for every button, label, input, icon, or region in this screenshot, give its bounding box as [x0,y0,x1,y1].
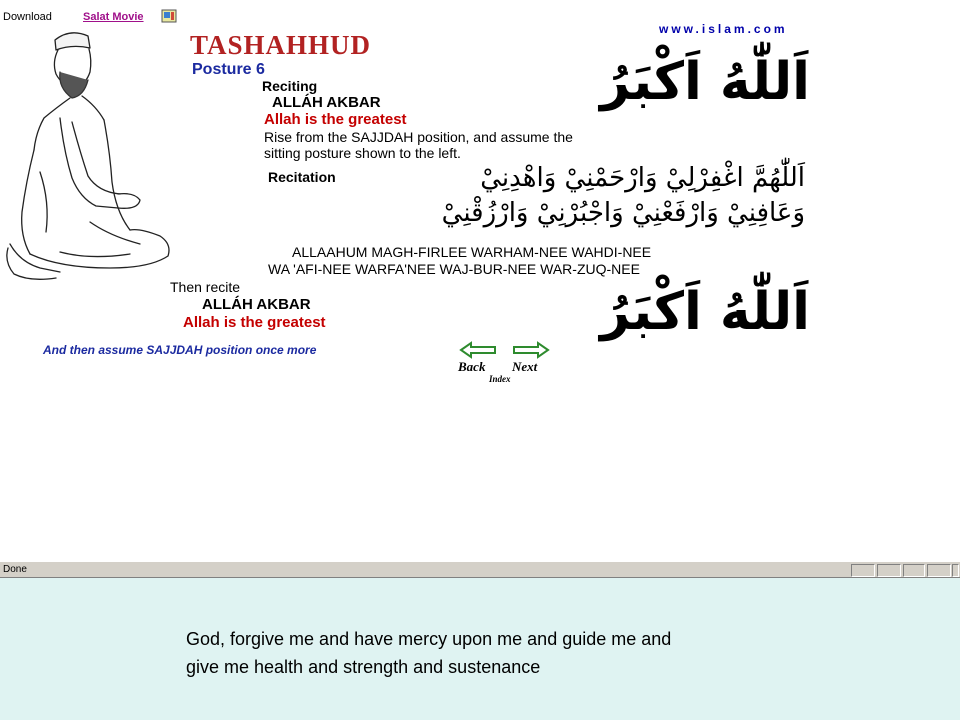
status-cell [851,564,875,577]
instruction-line-2: sitting posture shown to the left. [264,145,461,161]
allah-greatest-text-1: Allah is the greatest [264,111,407,128]
arabic-takbir-1: اَللّٰهُ اَكْبَرُ [600,52,810,112]
caption-line-1: God, forgive me and have mercy upon me and guide me and [186,629,672,649]
status-cell [903,564,925,577]
status-cell [952,564,959,577]
allah-akbar-text-1: ALLÁH AKBAR [272,94,381,111]
arabic-takbir-2: اَللّٰهُ اَكْبَرُ [600,282,810,342]
caption-panel [0,578,960,720]
arabic-dua-line-1: اَللّٰهُمَّ اغْفِرْلِيْ وَارْحَمْنِيْ وَاهْدِنِيْ [480,163,805,193]
arabic-dua-line-2: وَعَافِنِيْ وَارْفَعْنِيْ وَاجْبُرْنِيْ وَارْزُقْنِيْ [441,198,805,228]
page-title: TASHAHHUD [190,30,372,60]
next-link[interactable]: Next [512,359,538,374]
recitation-label: Recitation [268,169,336,185]
reciting-label: Reciting [262,78,318,94]
allah-greatest-text-2: Allah is the greatest [183,314,326,331]
caption-line-2: give me health and strength and sustenance [186,657,541,677]
download-label: Download [3,11,52,23]
site-url: www.islam.com [659,22,788,36]
back-link[interactable]: Back [458,359,486,374]
status-text: Done [3,564,27,575]
transliteration-line-2: WA 'AFI-NEE WARFA'NEE WAJ-BUR-NEE WAR-ZUQ-NEE [268,261,640,277]
allah-akbar-text-2: ALLÁH AKBAR [202,296,311,313]
back-arrow-icon[interactable] [459,341,499,359]
movie-icon[interactable] [161,9,177,23]
then-recite-text: Then recite [170,279,241,295]
next-arrow-icon[interactable] [510,341,550,359]
posture-subtitle: Posture 6 [192,61,265,78]
kneeling-man-illustration [0,22,180,292]
index-link[interactable]: Index [489,374,511,384]
status-bar [0,561,960,578]
transliteration-line-1: ALLAAHUM MAGH-FIRLEE WARHAM-NEE WAHDI-NEE [292,244,652,260]
status-cell [927,564,951,577]
instruction-line-1: Rise from the SAJJDAH position, and assume the [264,129,573,145]
salat-movie-link[interactable]: Salat Movie [83,11,144,23]
status-cell [877,564,901,577]
final-instruction: And then assume SAJJDAH position once more [43,343,317,357]
